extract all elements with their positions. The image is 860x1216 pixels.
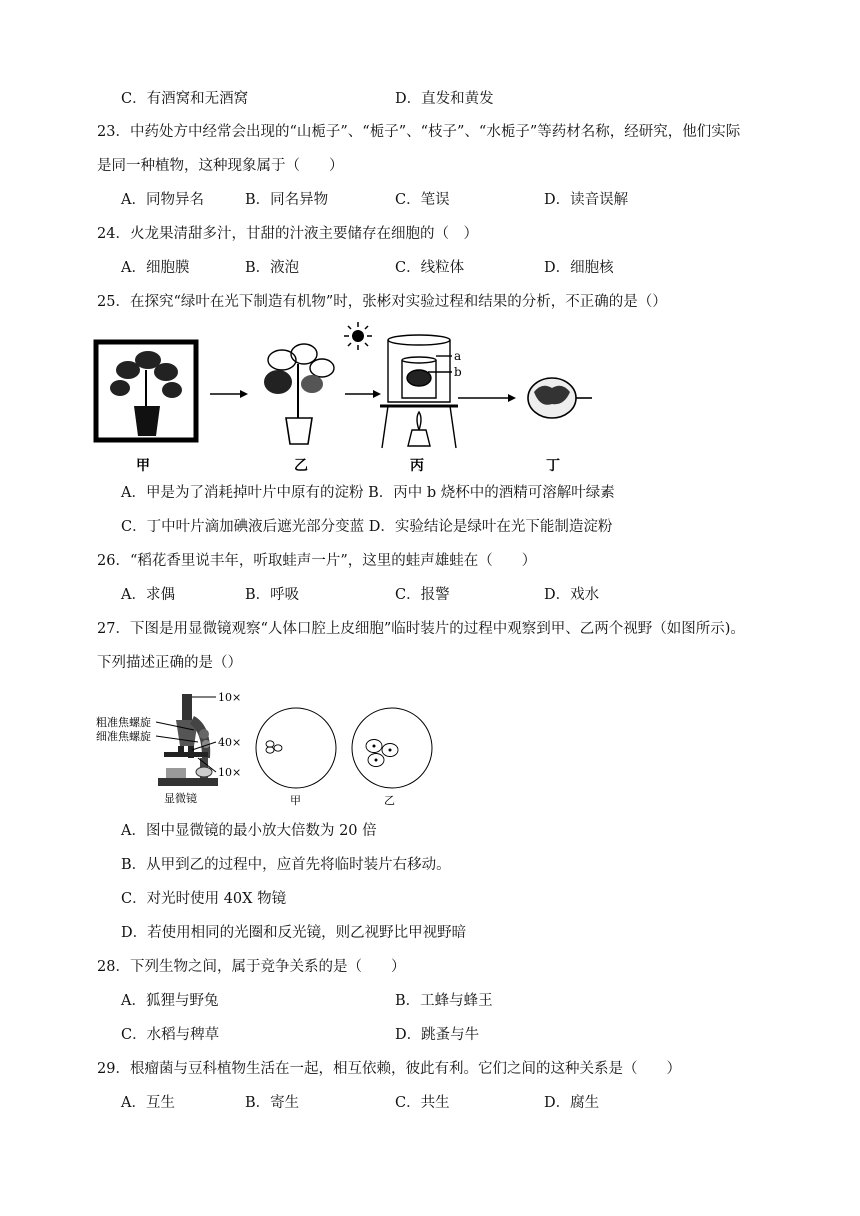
field-of-view-yi: [352, 708, 432, 788]
cells-small: [266, 741, 282, 753]
field-of-view-jia: [256, 708, 336, 788]
arrow-icon: [345, 390, 381, 398]
q29-option-b: B．寄生: [245, 1095, 300, 1111]
fig-label-ding: 丁: [546, 458, 560, 474]
arrow-icon: [458, 394, 516, 402]
q26-option-d: D．戏水: [544, 587, 600, 603]
fig-yi-plant: [264, 344, 334, 444]
q25-options-ab: A．甲是为了消耗掉叶片中原有的淀粉 B．丙中 b 烧杯中的酒精可溶解叶绿素: [121, 485, 615, 501]
q28-option-a: A．狐狸与野兔: [121, 993, 219, 1009]
field-label-yi: 乙: [384, 794, 395, 807]
q25-experiment-figure: [90, 318, 620, 478]
q23-stem-line1: 23．中药处方中经常会出现的“山栀子”、“栀子”、“枝子”、“水栀子”等药材名称，经研究，他们实际: [97, 124, 741, 140]
q29-option-a: A．互生: [121, 1095, 175, 1111]
fig-label-bing: 丙: [410, 458, 424, 474]
q27-option-c: C．对光时使用 40X 物镜: [121, 891, 287, 907]
q23-option-c: C．笔误: [395, 192, 450, 208]
label-coarse-focus: 粗准焦螺旋: [96, 716, 151, 729]
q24-option-b: B．液泡: [245, 260, 300, 276]
q24-option-c: C．线粒体: [395, 260, 465, 276]
q28-stem: 28．下列生物之间，属于竞争关系的是（ ）: [97, 959, 406, 975]
q29-option-c: C．共生: [395, 1095, 450, 1111]
q23-stem-line2: 是同一种植物，这种现象属于（ ）: [97, 158, 344, 174]
q23-option-b: B．同名异物: [245, 192, 329, 208]
label-microscope: 显微镜: [164, 792, 197, 805]
q26-option-c: C．报警: [395, 587, 450, 603]
fig-jia-dark-box: [96, 342, 196, 440]
q27-stem-line2: 下列描述正确的是（）: [97, 655, 242, 671]
label-objective-40x: 40×: [218, 736, 242, 749]
label-eyepiece-10x: 10×: [218, 691, 242, 704]
fig-bing-water-bath: [380, 335, 458, 448]
label-fine-focus: 细准焦螺旋: [96, 730, 151, 743]
microscope-icon: [158, 694, 218, 786]
q29-stem: 29．根瘤菌与豆科植物生活在一起，相互依赖，彼此有利。它们之间的这种关系是（ ）: [97, 1061, 681, 1077]
q27-option-b: B．从甲到乙的过程中，应首先将临时装片右移动。: [121, 857, 451, 873]
q25-stem: 25．在探究“绿叶在光下制造有机物”时，张彬对实验过程和结果的分析，不正确的是（）: [97, 294, 667, 310]
q22-option-d: D．直发和黄发: [395, 91, 494, 107]
label-objective-10x: 10×: [218, 766, 242, 779]
q27-microscope-figure: [94, 686, 454, 810]
fig-label-a: a: [454, 349, 462, 363]
q28-option-c: C．水稻与稗草: [121, 1027, 220, 1043]
q24-stem: 24．火龙果清甜多汁，甘甜的汁液主要储存在细胞的（ ）: [97, 226, 478, 242]
q27-stem-line1: 27．下图是用显微镜观察“人体口腔上皮细胞”临时装片的过程中观察到甲、乙两个视野（如图所示)。: [97, 621, 745, 637]
q24-option-a: A．细胞膜: [121, 260, 190, 276]
fig-ding-leaf: [528, 378, 592, 418]
q26-option-a: A．求偶: [121, 587, 175, 603]
fig-label-yi: 乙: [294, 458, 308, 474]
q24-option-d: D．细胞核: [544, 260, 614, 276]
q23-option-a: A．同物异名: [121, 192, 204, 208]
cells-large: [366, 740, 398, 767]
q29-option-d: D．腐生: [544, 1095, 600, 1111]
sun-icon: [344, 322, 372, 350]
q28-option-d: D．跳蚤与牛: [395, 1027, 480, 1043]
arrow-icon: [210, 390, 248, 398]
field-label-jia: 甲: [290, 794, 301, 807]
q26-stem: 26．“稻花香里说丰年，听取蛙声一片”，这里的蛙声雄蛙在（ ）: [97, 553, 537, 569]
q27-option-a: A．图中显微镜的最小放大倍数为 20 倍: [121, 823, 377, 839]
q26-option-b: B．呼吸: [245, 587, 300, 603]
q23-option-d: D．读音误解: [544, 192, 629, 208]
q28-option-b: B．工蜂与蜂王: [395, 993, 493, 1009]
fig-label-b: b: [454, 365, 462, 379]
q22-option-c: C．有酒窝和无酒窝: [121, 91, 249, 107]
fig-label-jia: 甲: [136, 458, 150, 474]
q27-option-d: D．若使用相同的光圈和反光镜，则乙视野比甲视野暗: [121, 925, 467, 941]
q25-options-cd: C．丁中叶片滴加碘液后遮光部分变蓝 D．实验结论是绿叶在光下能制造淀粉: [121, 519, 613, 535]
